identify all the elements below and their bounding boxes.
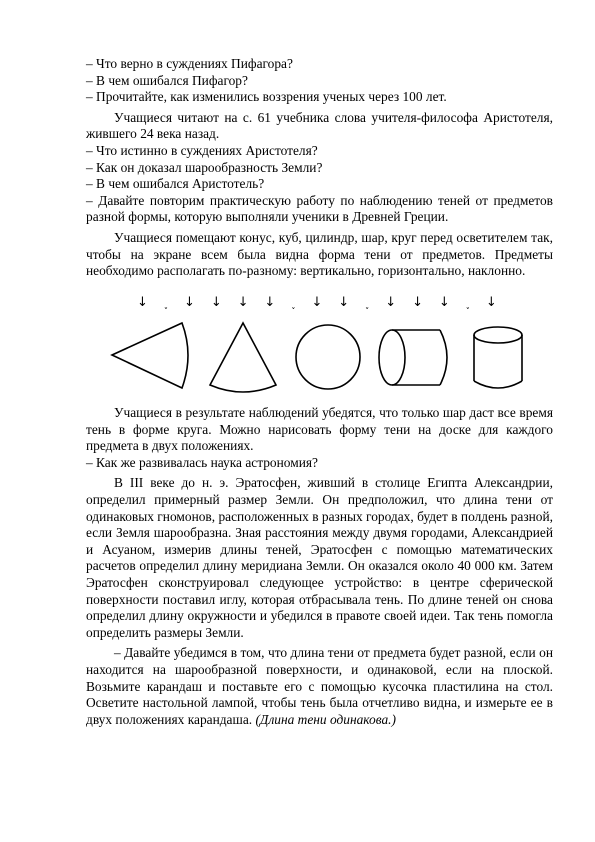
question-astronomy: – Как же развивалась наука астрономия? (86, 454, 318, 470)
question-aristotle-proof: – Как он доказал шарообразность Земли? (86, 159, 323, 175)
shapes-figure (100, 315, 540, 400)
paragraph-observation: Учащиеся в результате наблюдений убедятся, что только шар даст все время тень в форме круга. Можно нарисовать форму тени на доске для каждого предмета в двух положениях. (86, 405, 553, 454)
arrow: ↓ (137, 295, 148, 310)
text-block-bottom (86, 405, 553, 728)
paragraph-objects: Учащиеся помещают конус, куб, цилиндр, шар, круг перед осветителем так, чтобы на экране всем была видна форма тени от предметов. Предметы необходимо располагать по-разному: вертикально, горизонтально, наклонно. (86, 229, 553, 279)
cone-horizontal-shape (112, 323, 188, 388)
arrow: ↓ (485, 295, 497, 310)
text-block-top (86, 56, 553, 280)
arrow: ↓ (338, 295, 350, 310)
sphere-shape (296, 325, 360, 389)
paragraph-experiment (86, 645, 553, 728)
question-pythagoras-true: – Что верно в суждениях Пифагора? (86, 56, 293, 71)
arrow: ˯ (291, 296, 296, 311)
arrow: ↓ (438, 295, 450, 310)
cylinder-horizontal-shape (379, 330, 447, 385)
paragraph-practical-work: – Давайте повторим практическую работу по наблюдению теней от предметов разной формы, которую выполняли ученики в Древней Греции. (86, 192, 553, 225)
arrow: ↓ (385, 295, 397, 310)
experiment-text: – Давайте убедимся в том, что длина тени от предмета будет разной, если он находится на шарообразной поверхности, и одинаковой, если на плоской. Возьмите карандаш и поставьте его с помощью кусочка пластилина на стол. Осветите настольной лампой, чтобы тень была отчетливо видна, и измерьте ее в двух положениях карандаша. (86, 645, 553, 727)
light-arrows (137, 295, 497, 315)
question-aristotle-wrong: – В чем ошибался Аристотель? (86, 176, 265, 192)
question-pythagoras-wrong: – В чем ошибался Пифагор? (86, 72, 248, 88)
instruction-read: – Прочитайте, как изменились воззрения ученых через 100 лет. (86, 89, 447, 105)
arrow: ˯ (465, 296, 471, 311)
arrow: ↓ (184, 295, 195, 310)
arrow: ˯ (365, 296, 370, 311)
arrow: ↓ (412, 295, 423, 310)
paragraph-aristotle: Учащиеся читают на с. 61 учебника слова учителя-философа Аристотеля, жившего 24 века назад. (86, 109, 553, 142)
arrow: ↓ (264, 295, 276, 310)
paragraph-eratosthenes: В III веке до н. э. Эратосфен, живший в столице Египта Александрии, определил примерный размер Земли. Он предположил, что длина тени от одинаковых гномонов, расположенных в разных городах, будет в полдень разной, если Земля шарообразна. Зная расстояния между двумя городами, Александрией и Асуаном, измерив длины теней, Эратосфен с помощью математических расчетов определил длину меридиана Земли. Он оказался около 40 000 км. Затем Эратосфен сконструировал следующее устройство: в центре сферической поверхности поставил иглу, которая отбрасывала тень. По длине теней он снова определил длину окружности и убедился в правоте своей идеи. Так тень помогла определить размеры Земли. (86, 475, 553, 640)
cylinder-vertical-shape (474, 327, 522, 388)
arrow: ˯ (163, 296, 169, 311)
question-aristotle-true: – Что истинно в суждениях Аристотеля? (86, 142, 318, 158)
arrow: ↓ (237, 295, 249, 310)
arrow: ↓ (311, 295, 323, 310)
cone-vertical-shape (210, 323, 276, 392)
arrow: ↓ (210, 295, 222, 310)
experiment-result: (Длина тени одинакова.) (255, 711, 396, 727)
